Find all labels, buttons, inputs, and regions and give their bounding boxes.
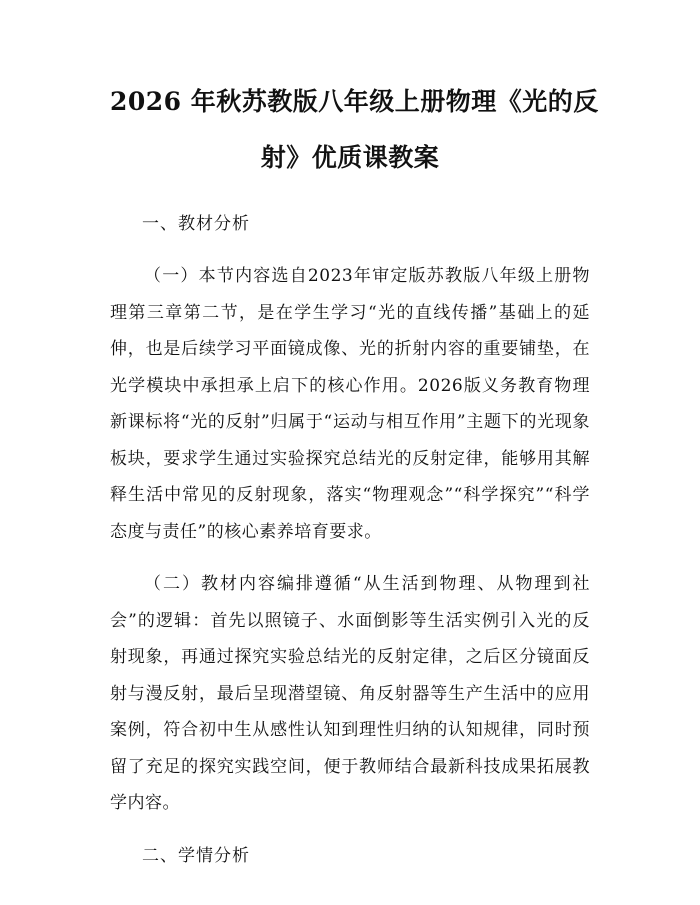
document-title-line-1: 2026 年秋苏教版八年级上册物理《光的反 [110, 87, 599, 116]
paragraph-textbook-position: （一）本节内容选自2023年审定版苏教版八年级上册物理第三章第二节，是在学生学习“光的直线传播”基础上的延伸，也是后续学习平面镜成像、光的折射内容的重要铺垫，在光学模块中承担承上启下的核心作用。2026版义务教育物理新课标将“光的反射”归属于“运动与相互作用”主题下的光现象板块，要求学生通过实验探究总结光的反射定律，能够用其解释生活中常见的反射现象，落实“物理观念”“科学探究”“科学态度与责任”的核心素养培育要求。 [110, 266, 590, 542]
document-title [110, 0, 599, 182]
section-heading-textbook-analysis: 一、教材分析 [142, 214, 250, 234]
section-heading-student-analysis: 二、学情分析 [142, 845, 250, 866]
paragraph-textbook-structure: （二）教材内容编排遵循“从生活到物理、从物理到社会”的逻辑：首先以照镜子、水面倒影等生活实例引入光的反射现象，再通过探究实验总结光的反射定律，之后区分镜面反射与漫反射，最后呈现潜望镜、角反射器等生产生活中的应用案例，符合初中生从感性认知到理性归纳的认知规律，同时预留了充足的探究实践空间，便于教师结合最新科技成果拓展教学内容。 [110, 574, 590, 813]
document-title-line-2: 射》优质课教案 [260, 143, 440, 172]
